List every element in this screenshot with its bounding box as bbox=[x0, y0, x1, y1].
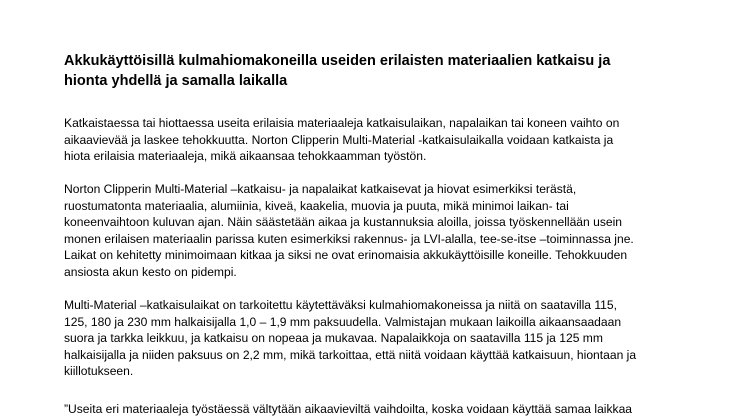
text-line: aikaavievää ja laskee tehokkuutta. Norton Clipperin Multi-Material -katkaisulaikalla voidaan katkaista ja bbox=[64, 132, 614, 147]
title-line: hionta yhdellä ja samalla laikalla bbox=[64, 73, 288, 89]
text-line: koneenvaihtoon kuluvan ajan. Näin säästetään aikaa ja kustannuksia aloilla, joissa työskennellään usein bbox=[64, 215, 623, 230]
text-line: kiillotukseen. bbox=[64, 364, 134, 379]
document-title bbox=[64, 51, 694, 91]
text-line: monen erilaisen materiaalin parissa kuten esimerkiksi rakennus- ja LVI-alalla, tee-se-itse –toiminnassa jne. bbox=[64, 231, 634, 246]
text-line: ansiosta akun kesto on pidempi. bbox=[64, 264, 237, 279]
paragraph-intro bbox=[64, 115, 694, 165]
text-line: ruostumatonta materiaalia, alumiinia, kiveä, kaakelia, muovia ja puuta, mikä minimoi laikan- tai bbox=[64, 198, 569, 213]
text-line: ”Useita eri materiaaleja työstäessä vältytään aikaavieviltä vaihdoilta, koska voidaan käyttää samaa laikkaa bbox=[64, 402, 633, 416]
text-line: hiota erilaisia materiaaleja, mikä aikaansaa tehokkaamman työstön. bbox=[64, 149, 427, 164]
paragraph-quote bbox=[64, 401, 694, 418]
text-line: suora ja tarkka leikkuu, ja katkaisu on nopeaa ja mukavaa. Napalaikkoja on saatavilla 115 ja 125 mm bbox=[64, 331, 603, 346]
paragraph-sizes bbox=[64, 297, 694, 380]
paragraph-materials bbox=[64, 181, 694, 281]
text-line: halkaisijalla ja niiden paksuus on 2,2 mm, mikä tarkoittaa, että niitä voidaan käyttää katkaisuun, hiontaan ja bbox=[64, 347, 637, 362]
text-line: Katkaistaessa tai hiottaessa useita erilaisia materiaaleja katkaisulaikan, napalaikan tai koneen vaihto on bbox=[64, 116, 620, 130]
text-line: 125, 180 ja 230 mm halkaisijalla 1,0 – 1,9 mm paksuudella. Valmistajan mukaan laikoilla aikaansaadaan bbox=[64, 314, 622, 329]
title-line: Akkukäyttöisillä kulmahiomakoneilla useiden erilaisten materiaalien katkaisu ja bbox=[64, 53, 611, 69]
text-line: Laikat on kehitetty minimoimaan kitkaa ja siksi ne ovat erinomaisia akkukäyttöisille koneille. Tehokkuuden bbox=[64, 248, 628, 263]
text-line: Norton Clipperin Multi-Material –katkaisu- ja napalaikat katkaisevat ja hiovat esimerkiksi terästä, bbox=[64, 182, 577, 196]
text-line: Multi-Material –katkaisulaikat on tarkoitettu käytettäväksi kulmahiomakoneissa ja niitä on saatavilla 115, bbox=[64, 298, 617, 312]
